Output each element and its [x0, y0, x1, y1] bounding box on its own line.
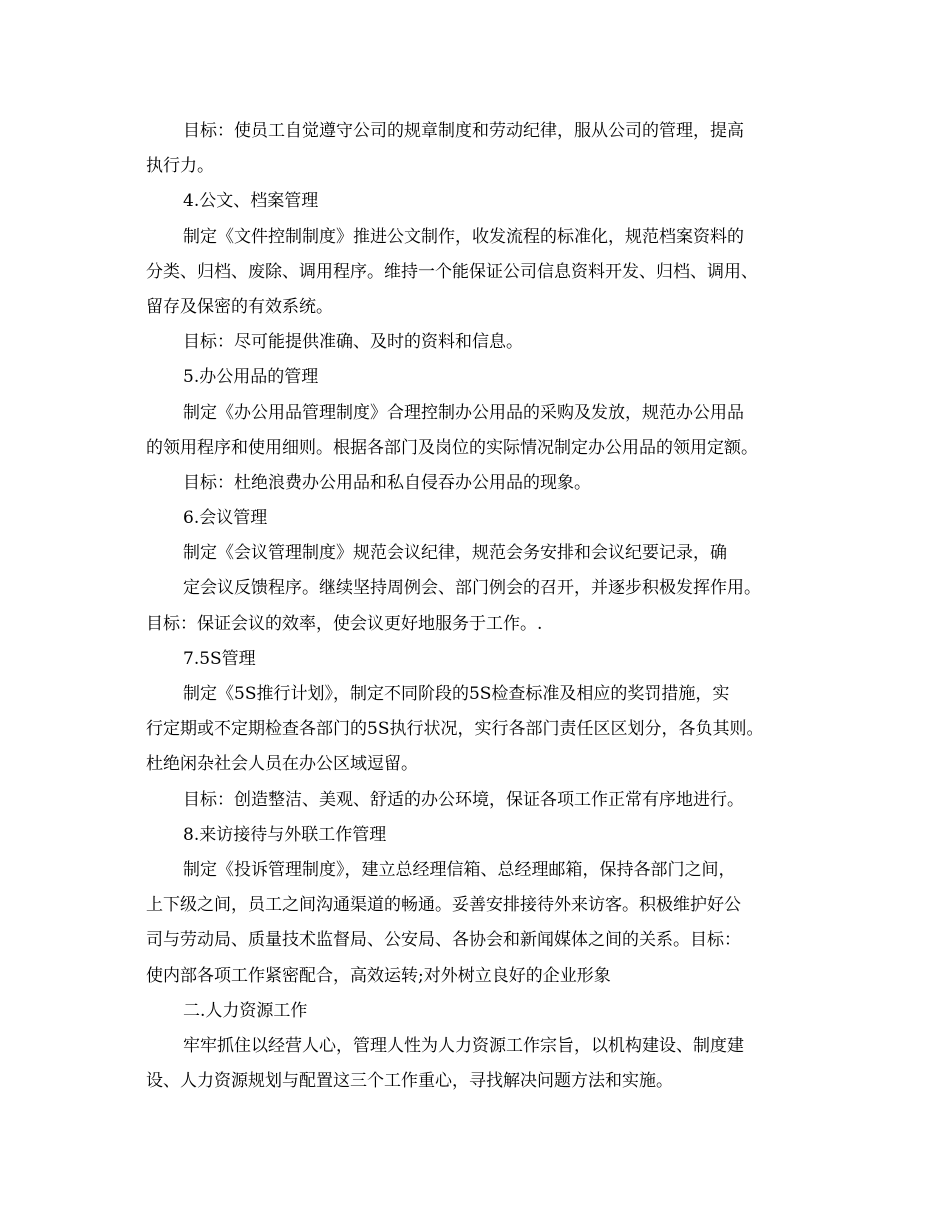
document-body — [146, 114, 826, 1099]
paragraph-line: 制定《文件控制制度》推进公文制作，收发流程的标准化，规范档案资料的 — [183, 226, 744, 247]
paragraph-line: 分类、归档、废除、调用程序。维持一个能保证公司信息资料开发、归档、调用、 — [146, 261, 758, 282]
paragraph-line: 制定《办公用品管理制度》合理控制办公用品的采购及发放，规范办公用品 — [183, 402, 744, 423]
paragraph-line: 目标：创造整洁、美观、舒适的办公环境，保证各项工作正常有序地进行。 — [183, 789, 744, 810]
paragraph-line: 执行力。 — [146, 156, 214, 177]
paragraph-line: 司与劳动局、质量技术监督局、公安局、各协会和新闻媒体之间的关系。目标： — [146, 930, 741, 951]
paragraph-line: 目标：杜绝浪费办公用品和私自侵吞办公用品的现象。 — [183, 472, 591, 493]
paragraph-line: 使内部各项工作紧密配合，高效运转;对外树立良好的企业形象 — [146, 965, 611, 986]
paragraph-line: 上下级之间，员工之间沟通渠道的畅通。妥善安排接待外来访客。积极维护好公 — [146, 895, 741, 916]
paragraph-line: 牢牢抓住以经营人心，管理人性为人力资源工作宗旨，以机构建设、制度建 — [183, 1035, 744, 1056]
section-heading: 4.公文、档案管理 — [183, 191, 319, 212]
paragraph-line: 目标：保证会议的效率，使会议更好地服务于工作。. — [146, 613, 543, 634]
section-heading: 6.会议管理 — [183, 508, 268, 529]
paragraph-line: 行定期或不定期检查各部门的5S执行状况，实行各部门责任区区划分，各负其则。 — [146, 719, 764, 740]
paragraph-line: 制定《会议管理制度》规范会议纪律，规范会务安排和会议纪要记录，确 — [183, 543, 727, 564]
section-heading: 5.办公用品的管理 — [183, 367, 319, 388]
paragraph-line: 目标：使员工自觉遵守公司的规章制度和劳动纪律，服从公司的管理，提高 — [183, 121, 744, 141]
paragraph-line: 的领用程序和使用细则。根据各部门及岗位的实际情况制定办公用品的领用定额。 — [146, 437, 758, 458]
paragraph-line: 设、人力资源规划与配置这三个工作重心，寻找解决问题方法和实施。 — [146, 1071, 673, 1092]
paragraph-line: 制定《5S推行计划》，制定不同阶段的5S检查标准及相应的奖罚措施，实 — [183, 684, 730, 704]
section-heading: 7.5S管理 — [183, 648, 256, 669]
section-heading: 8.来访接待与外联工作管理 — [183, 824, 387, 845]
paragraph-line: 留存及保密的有效系统。 — [146, 296, 333, 317]
paragraph-line: 制定《投诉管理制度》，建立总经理信箱、总经理邮箱，保持各部门之间， — [183, 859, 736, 880]
section-heading: 二.人力资源工作 — [183, 1000, 308, 1021]
paragraph-line: 杜绝闲杂社会人员在办公区域逗留。 — [146, 754, 418, 775]
paragraph-line: 目标：尽可能提供准确、及时的资料和信息。 — [183, 332, 523, 353]
paragraph-line: 定会议反馈程序。继续坚持周例会、部门例会的召开，并逐步积极发挥作用。 — [183, 578, 761, 599]
